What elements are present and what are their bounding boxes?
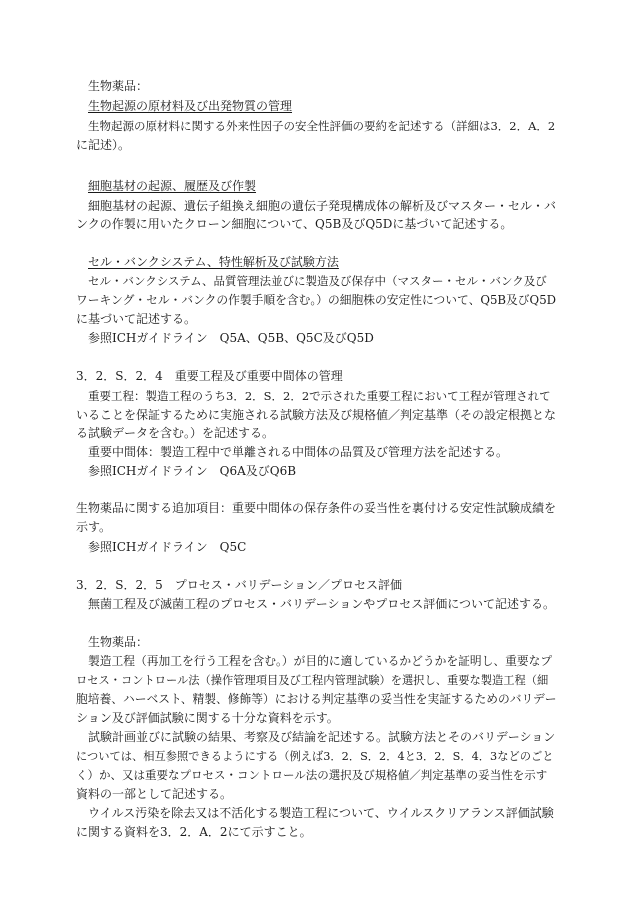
paragraph-line: 製造工程（再加工を行う工程を含む。）が目的に適しているかどうかを証明し、重要なプ [88, 654, 553, 668]
paragraph-line: 重要工程：製造工程のうち3．2．S．2．2で示された重要工程において工程が管理されて [88, 389, 551, 403]
paragraph-line: ロセス・コントロール法（操作管理項目及び工程内管理試験）を選択し、重要な製造工程（細 [76, 674, 549, 687]
paragraph-line: 試験計画並びに試験の結果、考察及び結論を記述する。試験方法とそのバリデーション [88, 730, 556, 744]
section-heading-biologics: 生物薬品： [88, 635, 149, 649]
paragraph-line: 細胞基材の起源、遺伝子組換え細胞の遺伝子発現構成体の解析及びマスター・セル・バ [88, 199, 557, 213]
subheading-cell-bank-system: セル・バンクシステム、特性解析及び試験方法 [88, 255, 339, 269]
subheading-raw-materials: 生物起源の原材料及び出発物質の管理 [88, 99, 293, 113]
paragraph-line: ウイルス汚染を除去又は不活化する製造工程について、ウイルスクリアランス評価試験 [88, 806, 554, 820]
paragraph-line: 胞培養、ハーベスト、精製、修飾等）における判定基準の妥当性を実証するためのバリデー [76, 692, 557, 706]
paragraph-line: に記述）。 [76, 138, 131, 152]
reference-guidelines: 参照ICHガイドライン Q5A、Q5B、Q5C及びQ5D [88, 331, 374, 345]
reference-guidelines: 参照ICHガイドライン Q5C [88, 540, 247, 554]
paragraph-line: 重要中間体：製造工程中で単離される中間体の品質及び管理方法を記述する。 [88, 445, 509, 459]
paragraph-line: に関する資料を3．2．A．2にて示すこと。 [76, 825, 312, 839]
paragraph-line: ション及び評価試験に関する十分な資料を示す。 [76, 711, 339, 725]
paragraph-line: ンクの作製に用いたクローン細胞について、Q5B及びQ5Dに基づいて記述する。 [76, 217, 513, 231]
paragraph-line: 無菌工程及び滅菌工程のプロセス・バリデーションやプロセス評価について記述する。 [88, 597, 556, 611]
paragraph-line: 生物薬品に関する追加項目：重要中間体の保存条件の妥当性を裏付ける安定性試験成績を [76, 501, 557, 515]
subheading-cell-substrate: 細胞基材の起源、履歴及び作製 [88, 179, 257, 193]
paragraph-line: いることを保証するために実施される試験方法及び規格値／判定基準（その設定根拠とな [76, 408, 557, 422]
paragraph-line: ワーキング・セル・バンクの作製手順を含む。）の細胞株の安定性について、Q5B及びQ5D [76, 293, 557, 307]
paragraph-line: 生物起源の原材料に関する外来性因子の安全性評価の要約を記述する（詳細は3．2．A．2 [88, 119, 556, 133]
section-heading-biologics: 生物薬品： [88, 79, 149, 93]
paragraph-line: る試験データを含む。）を記述する。 [76, 426, 275, 440]
paragraph-line: く）か、又は重要なプロセス・コントロール法の選択及び規格値／判定基準の妥当性を示す [76, 768, 548, 782]
reference-guidelines: 参照ICHガイドライン Q6A及びQ6B [88, 464, 297, 478]
paragraph-line: 示す。 [76, 520, 112, 534]
section-heading-3-2-s-2-5: 3．2．S．2．5 プロセス・バリデーション／プロセス評価 [76, 578, 403, 592]
paragraph-line: セル・バンクシステム、品質管理法並びに製造及び保存中（マスター・セル・バンク及び [88, 274, 547, 288]
section-heading-3-2-s-2-4: 3．2．S．2．4 重要工程及び重要中間体の管理 [76, 369, 343, 383]
paragraph-line: に基づいて記述する。 [76, 312, 197, 326]
paragraph-line: については、相互参照できるようにする（例えば3．2．S．2．4と3．2．S．4．3などのごと [76, 750, 554, 763]
paragraph-line: 資料の一部として記述する。 [76, 787, 233, 801]
